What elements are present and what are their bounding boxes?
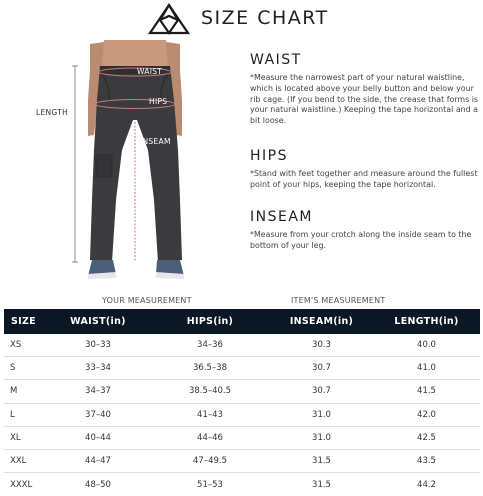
table-row — [4, 450, 480, 473]
model-figure — [60, 40, 210, 290]
cell-hips: 38.5–40.5 — [188, 386, 232, 397]
table-row — [4, 427, 480, 450]
cell-hips: 36.5–38 — [193, 363, 227, 374]
cell-length: 41.5 — [417, 386, 436, 397]
cell-size: XXL — [10, 456, 27, 467]
cell-length: 43.5 — [417, 456, 436, 467]
table-row — [4, 357, 480, 380]
cell-size: M — [10, 386, 18, 397]
header-waist: WAIST(in) — [70, 316, 126, 327]
cell-waist: 34–37 — [85, 386, 111, 397]
size-table — [4, 309, 480, 496]
definition-text: *Measure from your crotch along the inside seam to the bottom of your leg. — [250, 230, 472, 250]
header — [0, 0, 483, 40]
hips-marker-label: HIPS — [149, 97, 168, 106]
definition-heading: WAIST — [250, 52, 302, 68]
cell-waist: 30–33 — [85, 340, 111, 351]
triangle-mountain-logo — [148, 3, 190, 35]
your-measurement-caption: YOUR MEASUREMENT — [102, 296, 192, 305]
cell-size: XL — [10, 432, 21, 443]
header-size: SIZE — [11, 316, 36, 327]
cell-waist: 48–50 — [85, 479, 111, 490]
inseam-marker-label: INSEAM — [140, 137, 171, 146]
cell-hips: 44–46 — [197, 432, 223, 443]
cell-inseam: 31.0 — [312, 409, 331, 420]
cell-size: L — [10, 409, 15, 420]
definition-text: *Measure the narrowest part of your natural waistline, which is located above your belly button and below your rib cage. (If you bend to the side, the crease that forms is your natural waistline.) Keeping the tape horizontal and a bit loose. — [250, 73, 479, 126]
header-hips: HIPS(in) — [186, 316, 234, 327]
table-row — [4, 404, 480, 427]
cell-hips: 41–43 — [197, 409, 223, 420]
cell-size: S — [10, 363, 16, 374]
cell-waist: 40–44 — [85, 432, 111, 443]
cell-inseam: 31.5 — [312, 456, 331, 467]
cell-inseam: 31.0 — [312, 432, 331, 443]
cell-inseam: 30.7 — [312, 363, 331, 374]
cell-waist: 44–47 — [85, 456, 111, 467]
cell-length: 41.0 — [417, 363, 436, 374]
table-row — [4, 473, 480, 496]
cell-inseam: 30.7 — [312, 386, 331, 397]
cell-hips: 47–49.5 — [193, 456, 227, 467]
cell-inseam: 31.5 — [312, 479, 331, 490]
cell-hips: 34–36 — [197, 340, 223, 351]
table-header — [4, 309, 480, 334]
definition-hips — [250, 148, 482, 191]
cell-length: 42.0 — [417, 409, 436, 420]
table-row — [4, 334, 480, 357]
definition-text: *Stand with feet together and measure around the fullest point of your hips, keeping the tape horizontal. — [250, 169, 478, 189]
items-measurement-caption: ITEM'S MEASUREMENT — [291, 296, 386, 305]
cell-inseam: 30.3 — [312, 340, 331, 351]
waist-marker-label: WAIST — [137, 67, 163, 76]
cell-size: XS — [10, 340, 22, 351]
cell-size: XXXL — [10, 479, 33, 490]
cell-waist: 33–34 — [85, 363, 111, 374]
page-title: SIZE CHART — [201, 7, 329, 29]
header-length: LENGTH(in) — [394, 316, 459, 327]
definition-inseam — [250, 209, 482, 252]
cell-length: 42.5 — [417, 432, 436, 443]
cell-length: 40.0 — [417, 340, 436, 351]
cell-hips: 51–53 — [197, 479, 223, 490]
cell-waist: 37–40 — [85, 409, 111, 420]
length-marker-label: LENGTH — [36, 108, 69, 117]
definition-waist — [250, 52, 482, 127]
header-inseam: INSEAM(in) — [289, 316, 354, 327]
model-illustration — [60, 40, 210, 290]
table-row — [4, 380, 480, 403]
cell-length: 44.2 — [417, 479, 436, 490]
definition-heading: INSEAM — [250, 209, 313, 225]
definition-heading: HIPS — [250, 148, 288, 164]
